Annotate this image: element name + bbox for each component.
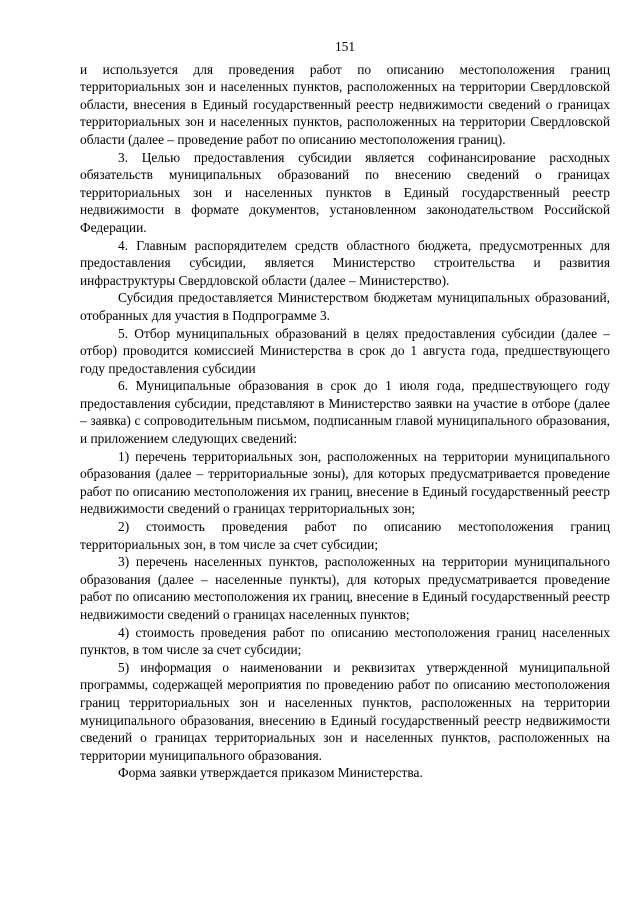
list-item-2-zones-cost: 2) стоимость проведения работ по описанию местоположения границ территориальных зон, в том числе за счет субсидии;: [80, 519, 610, 552]
paragraph-6-applications: 6. Муниципальные образования в срок до 1 июля года, предшествующего году предоставления субсидии, представляют в Министерство заявки на участие в отборе (далее – заявка) с сопроводительным письмом, подписанным главой муниципального образования, и приложением следующих сведений:: [80, 378, 610, 447]
paragraph-3-purpose: 3. Целью предоставления субсидии является софинансирование расходных обязательств муниципальных образований по внесению сведений о границах территориальных зон и населенных пунктов в Единый государственный реестр недвижимости в формате документов, установленном законодательством Российской Федерации.: [80, 149, 610, 235]
list-item-1-territorial-zones: 1) перечень территориальных зон, расположенных на территории муниципального образования (далее – территориальные зоны), для которых предусматривается проведение работ по описанию местоположения их границ, внесение в Единый государственный реестр недвижимости сведений о границах территориальных зон;: [80, 448, 610, 517]
paragraph-subsidy-provision: Субсидия предоставляется Министерством бюджетам муниципальных образований, отобранных для участия в Подпрограмме 3.: [80, 290, 610, 323]
paragraph-4-main-administrator: 4. Главным распорядителем средств областного бюджета, предусмотренных для предоставления субсидии, является Министерство строительства и развития инфраструктуры Свердловской области (далее – Министерство).: [80, 237, 610, 288]
document-page: [80, 38, 610, 782]
list-item-5-municipal-program: 5) информация о наименовании и реквизитах утвержденной муниципальной программы, содержащей мероприятия по проведению работ по описанию местоположения границ территориальных зон и населенных пунктов, расположенных на территории муниципального образования, внесению в Единый государственный реестр недвижимости сведений о границах территориальных зон и населенных пунктов, расположенных на территории муниципального образования.: [80, 659, 610, 763]
page-number: 151: [334, 39, 356, 54]
paragraph-intro-continuation: и используется для проведения работ по описанию местоположения границ территориальных зон и населенных пунктов, расположенных на территории Свердловской области, внесения в Единый государственный реестр недвижимости сведений о границах территориальных зон и населенных пунктов, расположенных на территории Свердловской области (далее – проведение работ по описанию местоположения границ).: [80, 61, 610, 147]
list-item-4-settlements-cost: 4) стоимость проведения работ по описанию местоположения границ населенных пунктов, в том числе за счет субсидии;: [80, 624, 610, 658]
paragraph-5-selection: 5. Отбор муниципальных образований в целях предоставления субсидии (далее – отбор) проводится комиссией Министерства в срок до 1 августа года, предшествующего году предоставления субсидии: [80, 325, 610, 376]
paragraph-application-form: Форма заявки утверждается приказом Министерства.: [118, 765, 423, 781]
list-item-3-settlements: 3) перечень населенных пунктов, расположенных на территории муниципального образования (далее – населенные пункты), для которых предусматривается проведение работ по описанию местоположения их границ, внесение в Единый государственный реестр недвижимости сведений о границах населенных пунктов;: [80, 554, 610, 622]
